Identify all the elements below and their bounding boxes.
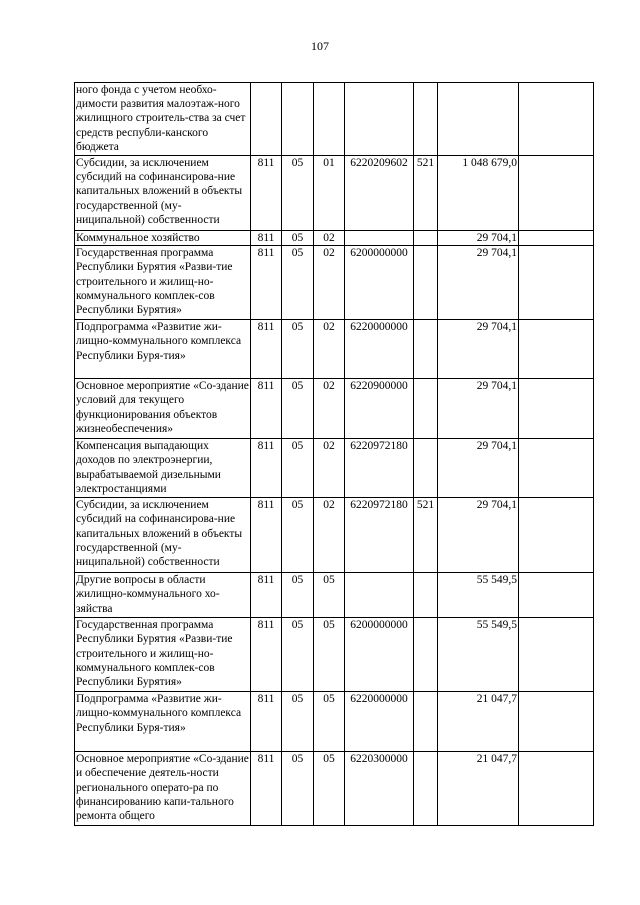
row-pr: 02	[314, 320, 345, 379]
row-pr: 02	[314, 231, 345, 246]
row-pr: 02	[314, 439, 345, 498]
row-csr: 6220000000	[345, 320, 414, 379]
row-ved: 811	[251, 692, 282, 752]
row-extra	[519, 692, 594, 752]
row-amount: 55 549,5	[438, 573, 519, 618]
row-rz	[282, 83, 314, 156]
row-csr	[345, 573, 414, 618]
row-rz: 05	[282, 692, 314, 752]
row-name: Основное мероприятие «Со-здание и обеспечение деятель-ности регионального операто-ра по финансированию капи-тального ремонта общего	[75, 752, 251, 826]
row-vr: 521	[414, 156, 438, 231]
row-pr: 05	[314, 573, 345, 618]
row-extra	[519, 83, 594, 156]
row-rz: 05	[282, 439, 314, 498]
row-csr	[345, 83, 414, 156]
row-name: Государственная программа Республики Бурятия «Разви-тие строительного и жилищ-но-коммунального комплек-сов Республики Бурятия»	[75, 246, 251, 320]
row-pr: 02	[314, 379, 345, 439]
row-ved: 811	[251, 379, 282, 439]
row-vr	[414, 320, 438, 379]
row-extra	[519, 573, 594, 618]
row-pr: 05	[314, 692, 345, 752]
row-amount: 29 704,1	[438, 498, 519, 573]
row-ved: 811	[251, 246, 282, 320]
row-csr: 6220972180	[345, 498, 414, 573]
row-vr	[414, 83, 438, 156]
row-ved: 811	[251, 618, 282, 692]
table-row	[75, 246, 594, 320]
row-extra	[519, 379, 594, 439]
table-row	[75, 498, 594, 573]
row-vr	[414, 752, 438, 826]
table-row	[75, 618, 594, 692]
row-rz: 05	[282, 498, 314, 573]
table-row	[75, 320, 594, 379]
table-row	[75, 379, 594, 439]
row-rz: 05	[282, 320, 314, 379]
row-ved: 811	[251, 573, 282, 618]
table-row	[75, 231, 594, 246]
table-row	[75, 752, 594, 826]
row-extra	[519, 439, 594, 498]
table-row	[75, 156, 594, 231]
row-vr	[414, 573, 438, 618]
row-pr: 05	[314, 618, 345, 692]
table-row	[75, 83, 594, 156]
page-number: 107	[311, 39, 329, 53]
row-name: Основное мероприятие «Со-здание условий для текущего функционирования объектов жизнеобеспечения»	[75, 379, 251, 439]
row-name: Другие вопросы в области жилищно-коммунального хо-зяйства	[75, 573, 251, 618]
row-amount: 29 704,1	[438, 320, 519, 379]
row-rz: 05	[282, 246, 314, 320]
row-ved	[251, 83, 282, 156]
row-name: Подпрограмма «Развитие жи-лищно-коммунального комплекса Республики Буря-тия»	[75, 320, 251, 379]
row-pr: 02	[314, 498, 345, 573]
row-amount: 29 704,1	[438, 231, 519, 246]
row-amount: 1 048 679,0	[438, 156, 519, 231]
row-rz: 05	[282, 752, 314, 826]
row-csr	[345, 231, 414, 246]
row-extra	[519, 618, 594, 692]
table-row	[75, 573, 594, 618]
row-name: Подпрограмма «Развитие жи-лищно-коммунального комплекса Республики Буря-тия»	[75, 692, 251, 752]
row-name: ного фонда с учетом необхо-димости развития малоэтаж-ного жилищного строитель-ства за счет средств республи-канского бюджета	[75, 83, 251, 156]
table-row	[75, 692, 594, 752]
row-ved: 811	[251, 320, 282, 379]
row-vr	[414, 379, 438, 439]
row-vr: 521	[414, 498, 438, 573]
row-extra	[519, 231, 594, 246]
row-extra	[519, 498, 594, 573]
row-extra	[519, 320, 594, 379]
row-name: Коммунальное хозяйство	[75, 231, 251, 246]
row-name: Субсидии, за исключением субсидий на софинансирова-ние капитальных вложений в объекты государственной (му-ниципальной) собственности	[75, 156, 251, 231]
table-row	[75, 439, 594, 498]
row-csr: 6220900000	[345, 379, 414, 439]
row-extra	[519, 752, 594, 826]
row-pr: 02	[314, 246, 345, 320]
row-vr	[414, 439, 438, 498]
row-vr	[414, 618, 438, 692]
row-pr: 01	[314, 156, 345, 231]
row-rz: 05	[282, 231, 314, 246]
row-amount: 29 704,1	[438, 379, 519, 439]
row-vr	[414, 231, 438, 246]
row-rz: 05	[282, 156, 314, 231]
row-csr: 6220972180	[345, 439, 414, 498]
row-name: Государственная программа Республики Бурятия «Разви-тие строительного и жилищ-но-коммунального комплек-сов Республики Бурятия»	[75, 618, 251, 692]
row-amount: 21 047,7	[438, 692, 519, 752]
row-ved: 811	[251, 498, 282, 573]
budget-table	[74, 82, 594, 826]
row-pr	[314, 83, 345, 156]
row-name: Субсидии, за исключением субсидий на софинансирова-ние капитальных вложений в объекты государственной (му-ниципальной) собственности	[75, 498, 251, 573]
row-ved: 811	[251, 231, 282, 246]
row-ved: 811	[251, 439, 282, 498]
row-amount: 55 549,5	[438, 618, 519, 692]
row-extra	[519, 156, 594, 231]
row-rz: 05	[282, 573, 314, 618]
row-vr	[414, 246, 438, 320]
row-amount: 29 704,1	[438, 439, 519, 498]
row-csr: 6200000000	[345, 618, 414, 692]
row-csr: 6200000000	[345, 246, 414, 320]
row-rz: 05	[282, 379, 314, 439]
row-ved: 811	[251, 156, 282, 231]
row-amount: 29 704,1	[438, 246, 519, 320]
row-csr: 6220209602	[345, 156, 414, 231]
row-rz: 05	[282, 618, 314, 692]
row-ved: 811	[251, 752, 282, 826]
row-csr: 6220000000	[345, 692, 414, 752]
row-extra	[519, 246, 594, 320]
row-vr	[414, 692, 438, 752]
row-pr: 05	[314, 752, 345, 826]
row-name: Компенсация выпадающих доходов по электроэнергии, вырабатываемой дизельными электростанциями	[75, 439, 251, 498]
row-amount	[438, 83, 519, 156]
row-csr: 6220300000	[345, 752, 414, 826]
row-amount: 21 047,7	[438, 752, 519, 826]
